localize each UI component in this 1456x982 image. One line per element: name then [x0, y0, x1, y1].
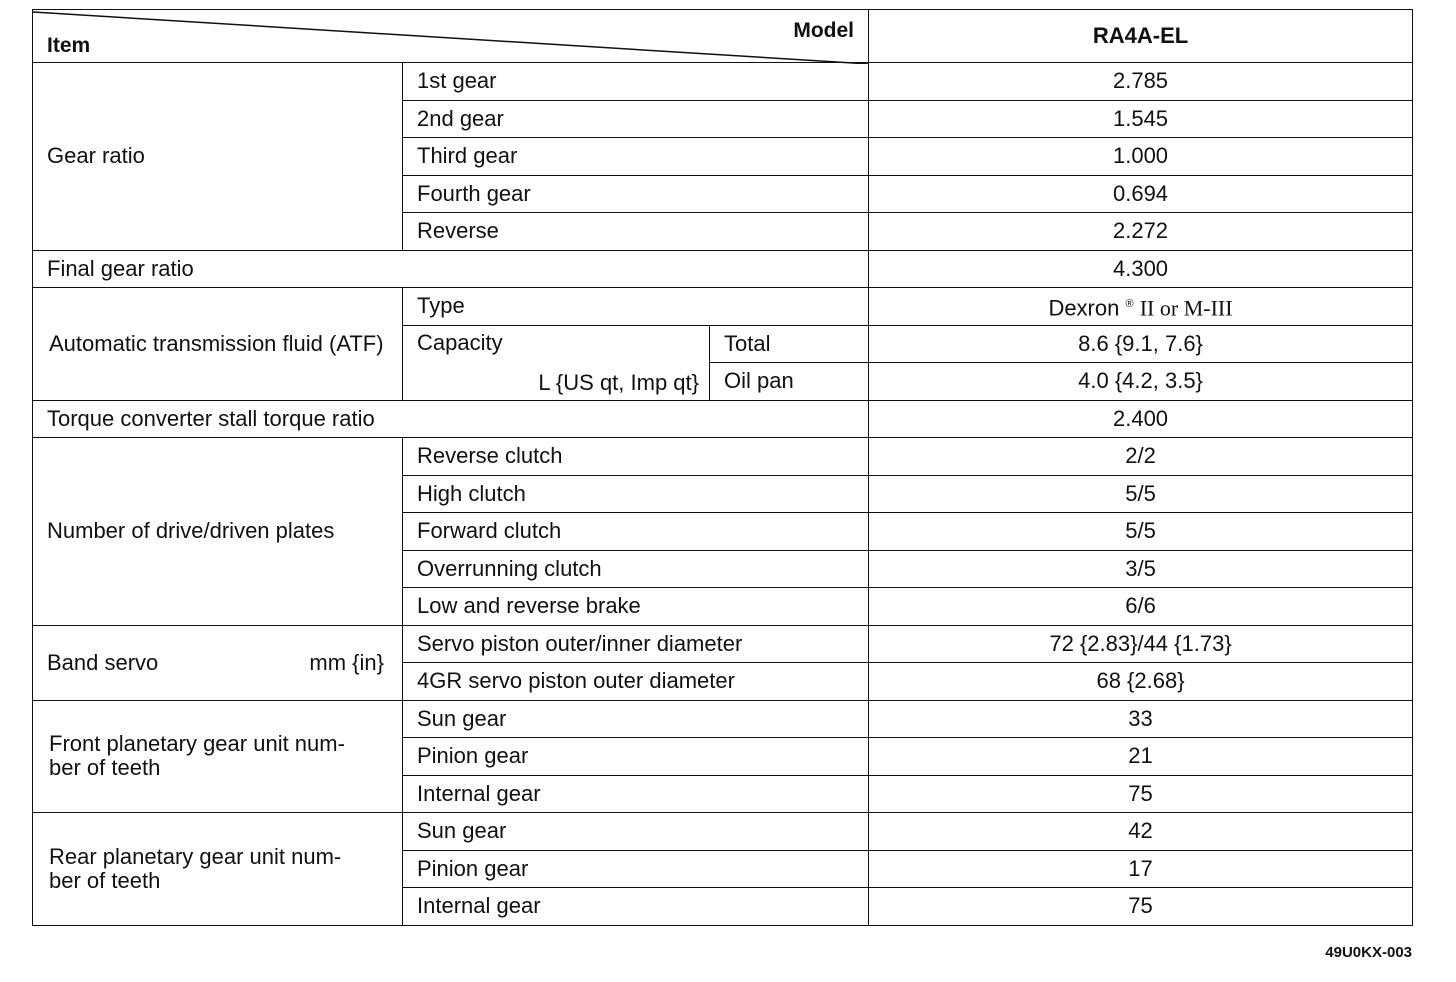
row-item: Sun gear [403, 700, 869, 738]
gear-ratio-label: Gear ratio [33, 63, 403, 251]
row-value: 17 [869, 850, 1413, 888]
front-planetary-label-line1: Front planetary gear unit num- [49, 731, 345, 757]
row-value: 1.000 [869, 138, 1413, 176]
row-item: Servo piston outer/inner diameter [403, 625, 869, 663]
row-value: 68 {2.68} [869, 663, 1413, 701]
row-item: Pinion gear [403, 738, 869, 776]
atf-oil-pan-label: Oil pan [710, 363, 869, 401]
table-row [33, 625, 1413, 663]
row-item: Reverse clutch [403, 438, 869, 476]
band-servo-label: Band servo [47, 649, 159, 675]
plates-label: Number of drive/driven plates [33, 438, 403, 626]
figure-code: 49U0KX-003 [1325, 944, 1412, 961]
atf-total-value: 8.6 {9.1, 7.6} [869, 325, 1413, 363]
row-item: Reverse [403, 213, 869, 251]
band-servo-unit: mm {in} [309, 649, 384, 675]
atf-type-label: Type [403, 288, 869, 326]
row-value: 5/5 [869, 513, 1413, 551]
row-value: 2/2 [869, 438, 1413, 476]
row-item: Fourth gear [403, 175, 869, 213]
registered-mark: ® [1125, 298, 1134, 311]
row-item: Third gear [403, 138, 869, 176]
header-row [33, 10, 1413, 63]
row-item: 2nd gear [403, 100, 869, 138]
final-gear-ratio-label: Final gear ratio [33, 250, 869, 288]
atf-total-label: Total [710, 325, 869, 363]
final-gear-ratio-value: 4.300 [869, 250, 1413, 288]
row-item: High clutch [403, 475, 869, 513]
row-item: Pinion gear [403, 850, 869, 888]
torque-converter-label: Torque converter stall torque ratio [33, 400, 869, 438]
atf-capacity-unit: L {US qt, Imp qt} [538, 369, 699, 395]
model-name: RA4A-EL [869, 10, 1413, 63]
rear-planetary-label-line2: ber of teeth [49, 867, 161, 893]
row-value: 5/5 [869, 475, 1413, 513]
item-header-label: Item [47, 34, 91, 57]
row-value: 3/5 [869, 550, 1413, 588]
atf-capacity-label: Capacity [417, 329, 503, 355]
table-row [33, 700, 1413, 738]
atf-oil-pan-value: 4.0 {4.2, 3.5} [869, 363, 1413, 401]
atf-label: Automatic transmission fluid (ATF) [33, 288, 403, 401]
row-value: 21 [869, 738, 1413, 776]
torque-converter-value: 2.400 [869, 400, 1413, 438]
front-planetary-label [33, 700, 403, 813]
row-item: 4GR servo piston outer diameter [403, 663, 869, 701]
rear-planetary-label-line1: Rear planetary gear unit num- [49, 843, 342, 869]
specification-table [32, 9, 1413, 926]
dexron-grade: II or M-III [1139, 295, 1233, 321]
table-row [33, 288, 1413, 326]
row-item: Sun gear [403, 813, 869, 851]
row-value: 42 [869, 813, 1413, 851]
row-value: 33 [869, 700, 1413, 738]
table-row [33, 63, 1413, 101]
rear-planetary-label [33, 813, 403, 926]
table-row [33, 813, 1413, 851]
row-item: Internal gear [403, 775, 869, 813]
row-item: Overrunning clutch [403, 550, 869, 588]
table-row [33, 438, 1413, 476]
row-item: Low and reverse brake [403, 588, 869, 626]
item-model-header-cell [33, 10, 869, 63]
band-servo-cell [33, 625, 403, 700]
row-item: 1st gear [403, 63, 869, 101]
row-value: 75 [869, 775, 1413, 813]
atf-capacity-cell [403, 325, 710, 400]
table-row [33, 250, 1413, 288]
atf-type-value [869, 288, 1413, 326]
dexron-text: Dexron [1048, 295, 1120, 321]
row-value: 1.545 [869, 100, 1413, 138]
row-value: 75 [869, 888, 1413, 926]
row-value: 0.694 [869, 175, 1413, 213]
row-item: Forward clutch [403, 513, 869, 551]
row-value: 72 {2.83}/44 {1.73} [869, 625, 1413, 663]
model-header-label: Model [793, 19, 855, 42]
row-value: 6/6 [869, 588, 1413, 626]
diagonal-divider [33, 10, 869, 64]
front-planetary-label-line2: ber of teeth [49, 755, 161, 781]
row-item: Internal gear [403, 888, 869, 926]
table-row [33, 400, 1413, 438]
row-value: 2.785 [869, 63, 1413, 101]
row-value: 2.272 [869, 213, 1413, 251]
